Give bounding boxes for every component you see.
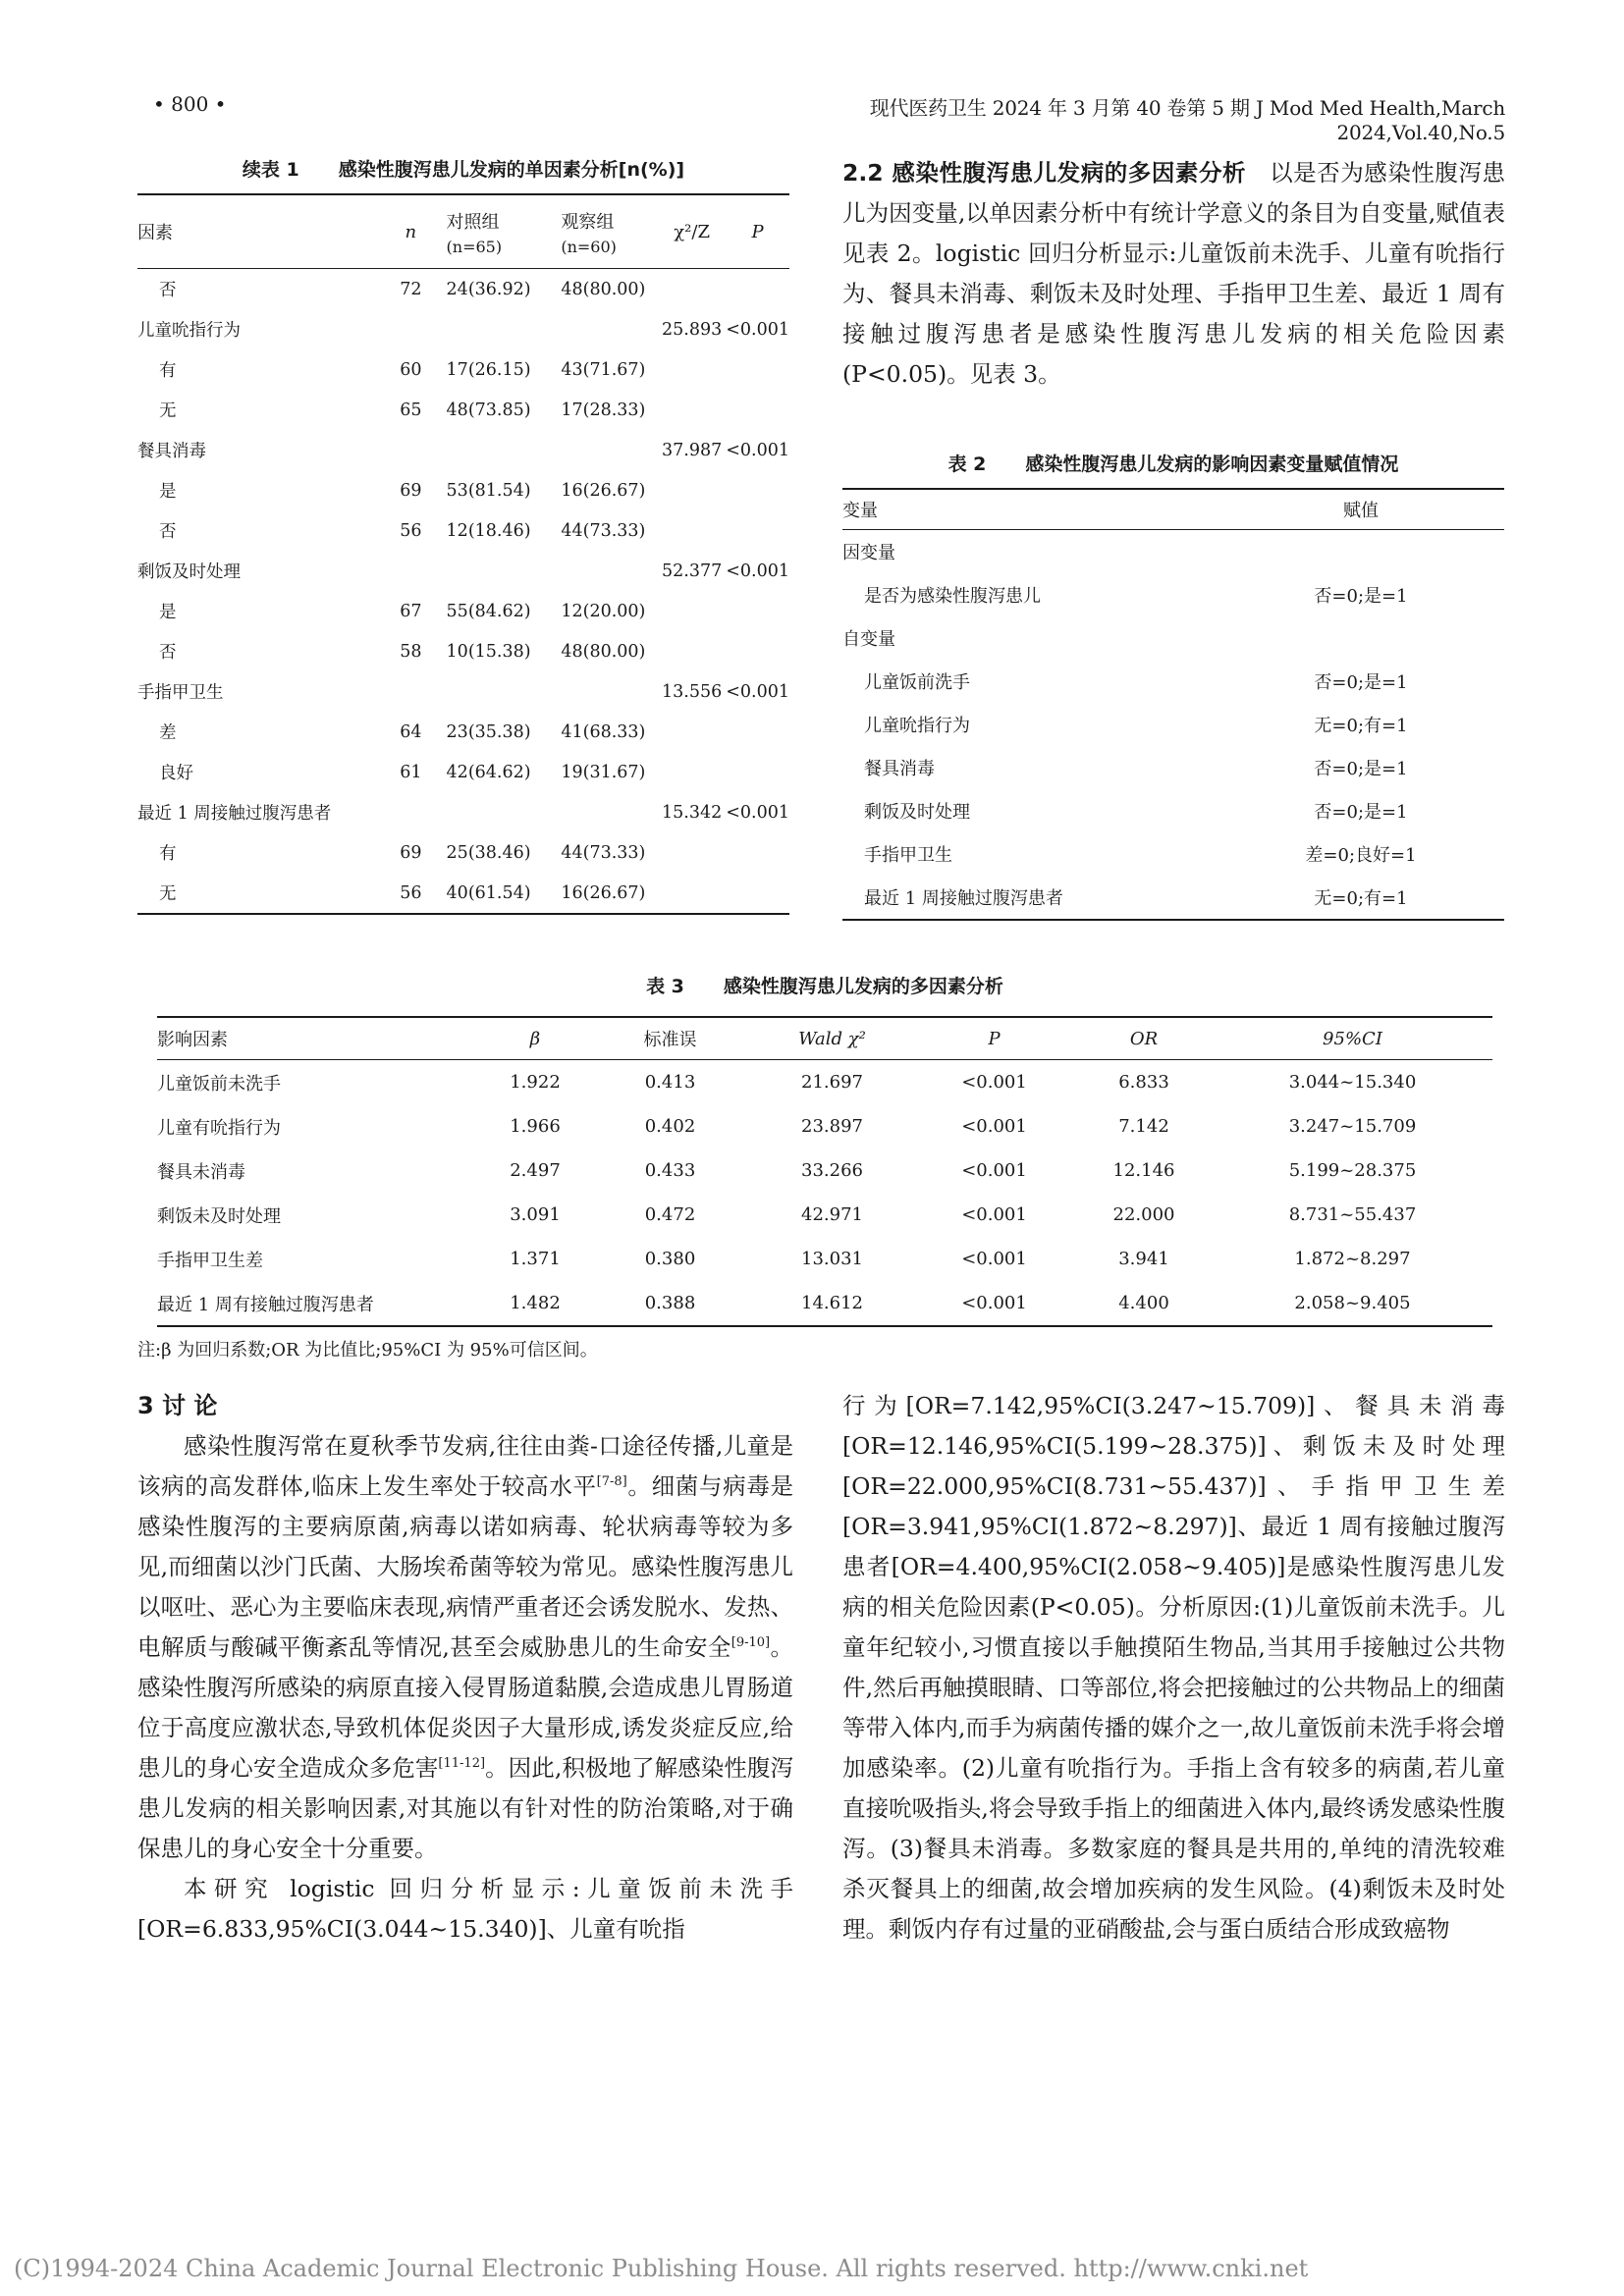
page-number: • 800 •: [153, 92, 227, 116]
cell-p: [726, 269, 789, 310]
cell-ctrl: [439, 430, 562, 470]
cell-value: 否=0;是=1: [1314, 586, 1408, 607]
cell-chi: [658, 269, 726, 310]
table-row: [842, 876, 1504, 920]
cell-obs: [561, 671, 658, 712]
cell-wald: 21.697: [801, 1072, 863, 1093]
cell-p: <0.001: [726, 802, 789, 823]
cell-ctrl: 55(84.62): [446, 601, 531, 621]
col-factor: 影响因素: [157, 1017, 481, 1060]
cell-factor: 无: [159, 884, 177, 904]
cell-beta: 1.482: [510, 1293, 561, 1313]
table-row: [842, 573, 1504, 616]
table-row: [137, 430, 789, 470]
table-1-grid: [137, 193, 789, 915]
cell-ctrl: [439, 309, 562, 349]
cell-obs: [561, 430, 658, 470]
col-or: OR: [1075, 1017, 1213, 1060]
table-row: [157, 1104, 1492, 1148]
cell-factor: 是: [159, 603, 177, 622]
cell-value: 否=0;是=1: [1314, 759, 1408, 779]
cell-value: 无=0;有=1: [1314, 716, 1408, 736]
cell-factor: 手指甲卫生: [137, 683, 224, 703]
cell-p: [726, 510, 789, 551]
discussion-paragraph-2: 本研究 logistic 回归分析显示:儿童饭前未洗手[OR=6.833,95%CI(3.044~15.340)]、儿童有吮指: [137, 1875, 793, 1943]
table-2-grid: [842, 488, 1504, 921]
cell-factor: 否: [159, 522, 177, 542]
cell-or: 6.833: [1118, 1072, 1169, 1093]
cell-factor: 儿童吮指行为: [137, 321, 241, 341]
cell-obs: 44(73.33): [561, 520, 646, 541]
cell-ctrl: 42(64.62): [446, 762, 531, 782]
cell-beta: 3.091: [510, 1204, 561, 1225]
table-row: [157, 1060, 1492, 1105]
cell-ctrl: 10(15.38): [446, 641, 531, 662]
cell-value: 否=0;是=1: [1314, 802, 1408, 823]
cell-factor: 有: [159, 361, 177, 381]
col-p: P: [913, 1017, 1075, 1060]
cell-ctrl: 23(35.38): [446, 721, 531, 742]
cell-or: 4.400: [1118, 1293, 1169, 1313]
cell-se: 0.388: [644, 1293, 696, 1313]
cell-se: 0.380: [644, 1249, 696, 1269]
cell-variable: 儿童饭前洗手: [864, 672, 970, 693]
table-row: [137, 349, 789, 390]
cell-chi: [658, 510, 726, 551]
cell-n: [383, 430, 438, 470]
cell-factor: 良好: [159, 764, 193, 783]
cell-variable: 最近 1 周接触过腹泻患者: [864, 888, 1063, 909]
cell-beta: 1.371: [510, 1249, 561, 1269]
cell-chi: 37.987: [661, 440, 723, 460]
cell-wald: 14.612: [801, 1293, 863, 1313]
cell-chi: [658, 591, 726, 631]
cell-n: 65: [400, 400, 422, 420]
table-3-grid: [157, 1016, 1492, 1327]
cell-p: <0.001: [961, 1293, 1027, 1313]
cell-ctrl: [439, 792, 562, 832]
cell-chi: 15.342: [661, 802, 723, 823]
cell-p: <0.001: [726, 440, 789, 460]
cell-value: 否=0;是=1: [1314, 672, 1408, 693]
cell-p: <0.001: [961, 1204, 1027, 1225]
cell-p: [726, 873, 789, 914]
cell-factor: 差: [159, 723, 177, 743]
cell-obs: 19(31.67): [561, 762, 646, 782]
cell-ci: 3.044~15.340: [1288, 1072, 1417, 1093]
cell-factor: 剩饭未及时处理: [157, 1205, 281, 1227]
table-row: [137, 591, 789, 631]
cell-n: 69: [400, 480, 422, 501]
cell-factor: 餐具未消毒: [157, 1161, 245, 1183]
cell-wald: 42.971: [801, 1204, 863, 1225]
cell-ci: 8.731~55.437: [1288, 1204, 1417, 1225]
cell-p: <0.001: [961, 1116, 1027, 1137]
table-row: [137, 712, 789, 752]
col-beta: β: [481, 1017, 589, 1060]
col-value: 赋值: [1218, 489, 1504, 530]
cell-variable: 自变量: [842, 629, 895, 650]
cell-se: 0.472: [644, 1204, 696, 1225]
table-row: [157, 1193, 1492, 1237]
table-row: [157, 1237, 1492, 1281]
cell-p: [726, 832, 789, 873]
cell-se: 0.433: [644, 1160, 696, 1181]
cell-ctrl: [439, 551, 562, 591]
cell-p: <0.001: [961, 1249, 1027, 1269]
cell-factor: 有: [159, 844, 177, 864]
cell-ci: 1.872~8.297: [1294, 1249, 1411, 1269]
table-1-title: 感染性腹泻患儿发病的单因素分析[n(%)]: [338, 159, 685, 181]
table-3: [157, 972, 1492, 1327]
cell-value: 无=0;有=1: [1314, 888, 1408, 909]
cell-ci: 5.199~28.375: [1288, 1160, 1417, 1181]
cell-n: 67: [400, 601, 422, 621]
cell-n: 60: [400, 359, 422, 380]
cell-ctrl: 25(38.46): [446, 842, 531, 863]
cell-n: 72: [400, 279, 422, 299]
section-3-left-column: [137, 1426, 793, 1949]
table-row: [157, 1148, 1492, 1193]
table-row: [137, 510, 789, 551]
cell-chi: 52.377: [661, 561, 723, 581]
cell-variable: 儿童吮指行为: [864, 716, 970, 736]
table-row: [137, 470, 789, 510]
cell-factor: 儿童有吮指行为: [157, 1117, 281, 1139]
section-3-heading: 3 讨 论: [137, 1392, 218, 1419]
cell-p: <0.001: [961, 1072, 1027, 1093]
cell-factor: 否: [159, 643, 177, 663]
table-row: [842, 660, 1504, 703]
cell-p: <0.001: [726, 681, 789, 702]
cell-factor: 最近 1 周有接触过腹泻患者: [157, 1294, 374, 1315]
cell-wald: 13.031: [801, 1249, 863, 1269]
table-row: [157, 1281, 1492, 1326]
cell-n: 58: [400, 641, 422, 662]
cell-factor: 手指甲卫生差: [157, 1250, 263, 1271]
cell-or: 22.000: [1112, 1204, 1175, 1225]
cell-variable: 剩饭及时处理: [864, 802, 970, 823]
cell-p: [726, 752, 789, 792]
cell-obs: [561, 551, 658, 591]
cell-ci: 2.058~9.405: [1294, 1293, 1411, 1313]
cell-ctrl: 12(18.46): [446, 520, 531, 541]
citation: [9-10]: [731, 1635, 771, 1650]
cell-variable: 是否为感染性腹泻患儿: [864, 586, 1041, 607]
table-row: [137, 792, 789, 832]
discussion-paragraph-2-cont: 行为[OR=7.142,95%CI(3.247~15.709)]、餐具未消毒[OR=12.146,95%CI(5.199~28.375)]、剩饭未及时处理[OR=22.000,95%CI(8.731~55.437)]、手指甲卫生差[OR=3.941,95%CI(1.872~8.297)]、最近 1 周有接触过腹泻患者[OR=4.400,95%CI(2.058~9.405)]是感染性腹泻患儿发病的相关危险因素(P<0.05)。分析原因:(1)儿童饭前未洗手。儿童年纪较小,习惯直接以手触摸陌生物品,当其用手接触过公共物件,然后再触摸眼睛、口等部位,将会把接触过的公共物品上的细菌等带入体内,而手为病菌传播的媒介之一,故儿童饭前未洗手将会增加感染率。(2)儿童有吮指行为。手指上含有较多的病菌,若儿童直接吮吸指头,将会导致手指上的细菌进入体内,最终诱发感染性腹泻。(3)餐具未消毒。多数家庭的餐具是共用的,单纯的清洗较难杀灭餐具上的细菌,故会增加疾病的发生风险。(4)剩饭未及时处理。剩饭内存有过量的亚硝酸盐,会与蛋白质结合形成致癌物: [842, 1392, 1505, 1943]
cell-or: 7.142: [1118, 1116, 1169, 1137]
cell-chi: [658, 349, 726, 390]
cell-chi: [658, 832, 726, 873]
section-2-2: [842, 153, 1505, 395]
table-row: [137, 752, 789, 792]
cell-chi: [658, 390, 726, 430]
cell-value: 差=0;良好=1: [1305, 845, 1417, 866]
table-row: [137, 269, 789, 310]
table-row: [137, 671, 789, 712]
cell-ctrl: 17(26.15): [446, 359, 531, 380]
cell-obs: 12(20.00): [561, 601, 646, 621]
cell-p: [726, 390, 789, 430]
cell-obs: [561, 309, 658, 349]
table-2-title: 感染性腹泻患儿发病的影响因素变量赋值情况: [1025, 454, 1399, 475]
section-2-2-heading: 2.2 感染性腹泻患儿发病的多因素分析: [842, 159, 1247, 187]
col-wald: Wald χ²: [751, 1017, 913, 1060]
cell-chi: [658, 873, 726, 914]
cell-factor: 是: [159, 482, 177, 502]
cell-variable: 因变量: [842, 543, 895, 563]
cell-value: [1218, 616, 1504, 660]
cell-obs: 48(80.00): [561, 279, 646, 299]
cell-ci: 3.247~15.709: [1288, 1116, 1417, 1137]
cell-chi: [658, 470, 726, 510]
discussion-paragraph-1: 感染性腹泻常在夏秋季节发病,往往由粪-口途径传播,儿童是该病的高发群体,临床上发生率处于较高水平[7-8]。细菌与病毒是感染性腹泻的主要病原菌,病毒以诺如病毒、轮状病毒等较为多见,而细菌以沙门氏菌、大肠埃希菌等较为常见。感染性腹泻患儿以呕吐、恶心为主要临床表现,病情严重者还会诱发脱水、发热、电解质与酸碱平衡紊乱等情况,甚至会威胁患儿的生命安全[9-10]。感染性腹泻所感染的病原直接入侵胃肠道黏膜,会造成患儿胃肠道位于高度应激状态,导致机体促炎因子大量形成,诱发炎症反应,给患儿的身心安全造成众多危害[11-12]。因此,积极地了解感染性腹泻患儿发病的相关影响因素,对其施以有针对性的防治策略,对于确保患儿的身心安全十分重要。: [137, 1432, 793, 1862]
cell-n: 56: [400, 520, 422, 541]
cell-beta: 1.966: [510, 1116, 561, 1137]
cell-p: [726, 470, 789, 510]
cell-obs: [561, 792, 658, 832]
cell-chi: 25.893: [661, 319, 723, 340]
cell-value: [1218, 530, 1504, 574]
cell-factor: 最近 1 周接触过腹泻患者: [137, 804, 332, 824]
table-row: [137, 873, 789, 914]
table-row: [137, 551, 789, 591]
table-2-number: 表 2: [947, 454, 987, 475]
col-p: P: [726, 194, 789, 269]
section-3-right-column: [842, 1386, 1505, 1949]
section-2-2-text: 以是否为感染性腹泻患儿为因变量,以单因素分析中有统计学意义的条目为自变量,赋值表见表 2。logistic 回归分析显示:儿童饭前未洗手、儿童有吮指行为、餐具未消毒、剩饭未及时处理、手指甲卫生差、最近 1 周有接触过腹泻患者是感染性腹泻患儿发病的相关危险因素(P<0.05)。见表 3。: [842, 159, 1506, 388]
cell-n: 61: [400, 762, 422, 782]
cell-ctrl: 48(73.85): [446, 400, 531, 420]
col-control: 对照组 (n=65): [439, 194, 562, 269]
table-row: [842, 703, 1504, 746]
cell-factor: 否: [159, 281, 177, 300]
col-ci: 95%CI: [1213, 1017, 1492, 1060]
cell-obs: 17(28.33): [561, 400, 646, 420]
copyright-footer: (C)1994-2024 China Academic Journal Electronic Publishing House. All rights reserved. http://www.cnki.net: [14, 2255, 1309, 2282]
cell-wald: 33.266: [801, 1160, 863, 1181]
cell-p: [726, 591, 789, 631]
cell-chi: 13.556: [661, 681, 723, 702]
cell-ctrl: 40(61.54): [446, 882, 531, 903]
cell-beta: 2.497: [510, 1160, 561, 1181]
cell-factor: 无: [159, 401, 177, 421]
table-2-caption: [842, 450, 1504, 476]
cell-ctrl: [439, 671, 562, 712]
cell-obs: 43(71.67): [561, 359, 646, 380]
col-n: n: [383, 194, 438, 269]
cell-obs: 16(26.67): [561, 882, 646, 903]
cell-n: 56: [400, 882, 422, 903]
cell-variable: 手指甲卫生: [864, 845, 952, 866]
cell-p: <0.001: [726, 319, 789, 340]
cell-se: 0.413: [644, 1072, 696, 1093]
cell-ctrl: 24(36.92): [446, 279, 531, 299]
cell-obs: 44(73.33): [561, 842, 646, 863]
cell-p: <0.001: [961, 1160, 1027, 1181]
cell-p: [726, 631, 789, 671]
table-2: [842, 450, 1504, 921]
cell-n: [383, 792, 438, 832]
cell-n: [383, 551, 438, 591]
table-3-note: 注:β 为回归系数;OR 为比值比;95%CI 为 95%可信区间。: [137, 1340, 598, 1361]
col-se: 标准误: [589, 1017, 751, 1060]
cell-chi: [658, 752, 726, 792]
cell-p: [726, 712, 789, 752]
cell-factor: 餐具消毒: [137, 442, 206, 461]
cell-variable: 餐具消毒: [864, 759, 935, 779]
table-row: [842, 530, 1504, 574]
table-1: [137, 155, 789, 915]
table-row: [137, 832, 789, 873]
col-variable: 变量: [842, 489, 1218, 530]
table-row: [137, 390, 789, 430]
table-1-number: 续表 1: [242, 159, 299, 181]
cell-obs: 48(80.00): [561, 641, 646, 662]
col-observe: 观察组 (n=60): [561, 194, 658, 269]
cell-n: [383, 671, 438, 712]
cell-se: 0.402: [644, 1116, 696, 1137]
citation: [7-8]: [596, 1474, 627, 1489]
table-3-number: 表 3: [646, 976, 684, 997]
table-row: [842, 832, 1504, 876]
cell-or: 12.146: [1112, 1160, 1175, 1181]
cell-or: 3.941: [1118, 1249, 1169, 1269]
col-chi: χ²/Z: [658, 194, 726, 269]
cell-wald: 23.897: [801, 1116, 863, 1137]
table-3-title: 感染性腹泻患儿发病的多因素分析: [723, 976, 1003, 997]
table-3-caption: [157, 972, 1492, 998]
cell-obs: 41(68.33): [561, 721, 646, 742]
cell-obs: 16(26.67): [561, 480, 646, 501]
cell-ctrl: 53(81.54): [446, 480, 531, 501]
cell-n: 64: [400, 721, 422, 742]
cell-beta: 1.922: [510, 1072, 561, 1093]
table-row: [137, 309, 789, 349]
cell-factor: 剩饭及时处理: [137, 562, 241, 582]
citation: [11-12]: [438, 1756, 486, 1771]
table-row: [842, 789, 1504, 832]
table-row: [137, 631, 789, 671]
table-row: [842, 746, 1504, 789]
cell-chi: [658, 712, 726, 752]
col-factor: 因素: [137, 194, 383, 269]
cell-p: [726, 349, 789, 390]
cell-p: <0.001: [726, 561, 789, 581]
cell-n: [383, 309, 438, 349]
cell-factor: 儿童饭前未洗手: [157, 1073, 281, 1095]
cell-chi: [658, 631, 726, 671]
table-1-caption: [137, 155, 789, 182]
cell-n: 69: [400, 842, 422, 863]
journal-header: 现代医药卫生 2024 年 3 月第 40 卷第 5 期 J Mod Med Health,March 2024,Vol.40,No.5: [869, 96, 1505, 144]
table-row: [842, 616, 1504, 660]
